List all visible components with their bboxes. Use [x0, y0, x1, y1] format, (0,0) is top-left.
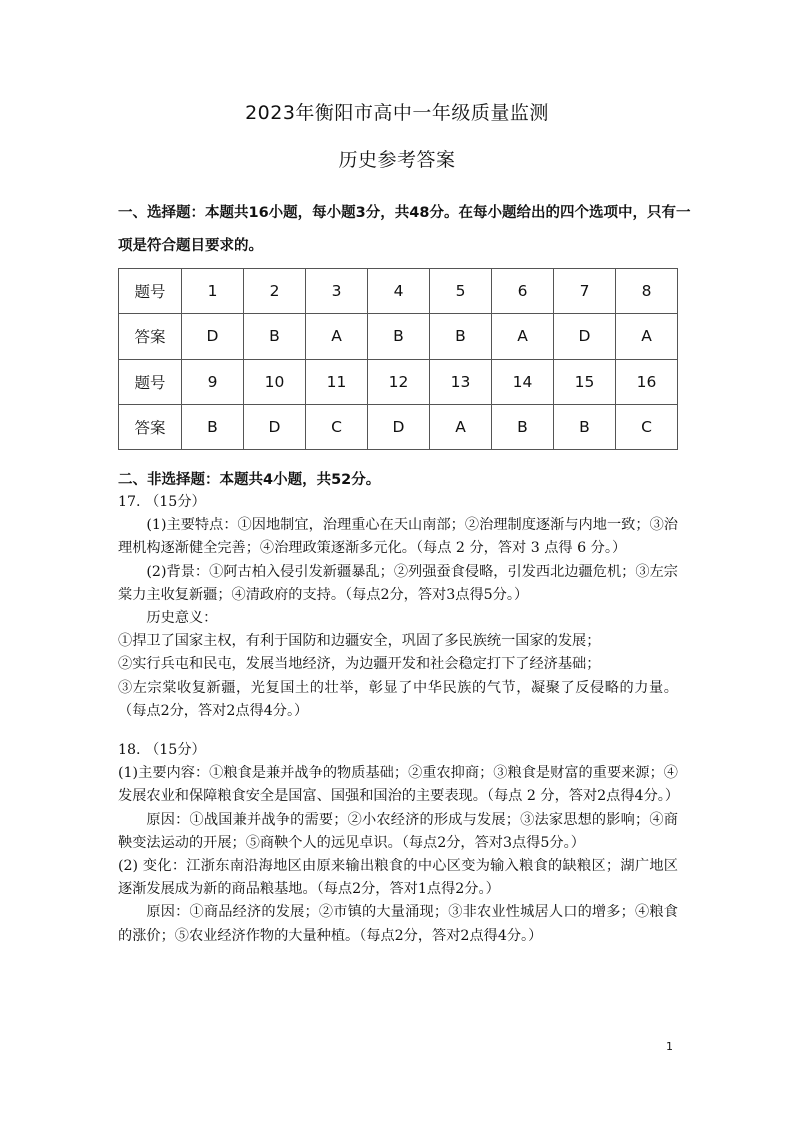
question-18-answer: [118, 739, 678, 948]
question-number: 14: [492, 359, 554, 404]
answer-cell: B: [492, 404, 554, 449]
row-label-answer: 答案: [119, 404, 182, 449]
question-number: 5: [430, 269, 492, 314]
answer-cell: A: [306, 314, 368, 359]
table-row: [119, 314, 678, 359]
answer-cell: C: [616, 404, 678, 449]
question-number: 9: [182, 359, 244, 404]
question-17-part-2: (2)背景：①阿古柏入侵引发新疆暴乱；②列强蚕食侵略，引发西北边疆危机；③左宗棠力主收复新疆；④清政府的支持。（每点2分，答对3点得5分。）: [118, 563, 678, 603]
question-number: 1: [182, 269, 244, 314]
question-number: 7: [554, 269, 616, 314]
document-subtitle: 历史参考答案: [338, 149, 456, 171]
answer-cell: B: [182, 404, 244, 449]
question-number: 3: [306, 269, 368, 314]
question-number: 8: [616, 269, 678, 314]
row-label-answer: 答案: [119, 314, 182, 359]
row-label-question: 题号: [119, 359, 182, 404]
answer-cell: D: [368, 404, 430, 449]
answer-cell: A: [492, 314, 554, 359]
question-number: 15: [554, 359, 616, 404]
answer-cell: A: [430, 404, 492, 449]
question-number: 6: [492, 269, 554, 314]
answer-cell: B: [430, 314, 492, 359]
answer-cell: A: [616, 314, 678, 359]
answer-cell: B: [554, 404, 616, 449]
question-18-part-2: (2) 变化：江浙东南沿海地区由原来输出粮食的中心区变为输入粮食的缺粮区；湖广地区逐渐发展成为新的商品粮基地。（每点2分，答对1点得2分。）: [118, 858, 678, 898]
table-row: [119, 269, 678, 314]
section-heading-multiple-choice: 一、选择题：本题共16小题，每小题3分，共48分。在每小题给出的四个选项中，只有一项是符合题目要求的。: [118, 205, 691, 254]
question-17-heading: 17. （15分）: [118, 494, 206, 510]
question-17-significance-label: 历史意义：: [146, 610, 218, 627]
question-17-significance-2: ②实行兵屯和民屯，发展当地经济，为边疆开发和社会稳定打下了经济基础；: [118, 656, 601, 673]
answer-cell: D: [182, 314, 244, 359]
answer-cell: B: [368, 314, 430, 359]
answer-cell: D: [554, 314, 616, 359]
section-heading-non-choice: 二、非选择题：本题共4小题，共52分。: [118, 472, 381, 488]
answer-cell: C: [306, 404, 368, 449]
question-number: 12: [368, 359, 430, 404]
question-18-heading: 18. （15分）: [118, 742, 206, 758]
answer-cell: D: [244, 404, 306, 449]
question-18-part-1: (1)主要内容：①粮食是兼并战争的物质基础；②重农抑商；③粮食是财富的重要来源；④发展农业和保障粮食安全是国富、国强和国治的主要表现。（每点 2 分，答对2点得4分。）: [118, 765, 680, 805]
question-number: 10: [244, 359, 306, 404]
question-number: 16: [616, 359, 678, 404]
answer-cell: B: [244, 314, 306, 359]
document-title: 2023年衡阳市高中一年级质量监测: [245, 102, 549, 124]
question-number: 13: [430, 359, 492, 404]
table-row: [119, 404, 678, 449]
question-number: 4: [368, 269, 430, 314]
question-number: 2: [244, 269, 306, 314]
question-18-part-1-reasons: 原因：①战国兼并战争的需要；②小农经济的形成与发展；③法家思想的影响；④商鞅变法运动的开展；⑤商鞅个人的远见卓识。（每点2分，答对3点得5分。）: [118, 811, 678, 851]
question-17-part-1: (1)主要特点：①因地制宜，治理重心在天山南部；②治理制度逐渐与内地一致；③治理机构逐渐健全完善；④治理政策逐渐多元化。（每点 2 分，答对 3 点得 6 分。）: [118, 517, 678, 557]
row-label-question: 题号: [119, 269, 182, 314]
question-17-answer: [118, 491, 678, 723]
table-row: [119, 359, 678, 404]
question-number: 11: [306, 359, 368, 404]
question-17-significance-1: ①捍卫了国家主权，有利于国防和边疆安全，巩固了多民族统一国家的发展；: [118, 633, 601, 650]
page-number: 1: [666, 1040, 673, 1053]
answer-table: [118, 268, 678, 450]
question-18-part-2-reasons: 原因：①商品经济的发展；②市镇的大量涌现；③非农业性城居人口的增多；④粮食的涨价；⑤农业经济作物的大量种植。（每点2分，答对2点得4分。）: [118, 904, 678, 944]
question-17-significance-3: ③左宗棠收复新疆，光复国土的壮举，彰显了中华民族的气节，凝聚了反侵略的力量。（每点2分，答对2点得4分。）: [118, 679, 678, 719]
